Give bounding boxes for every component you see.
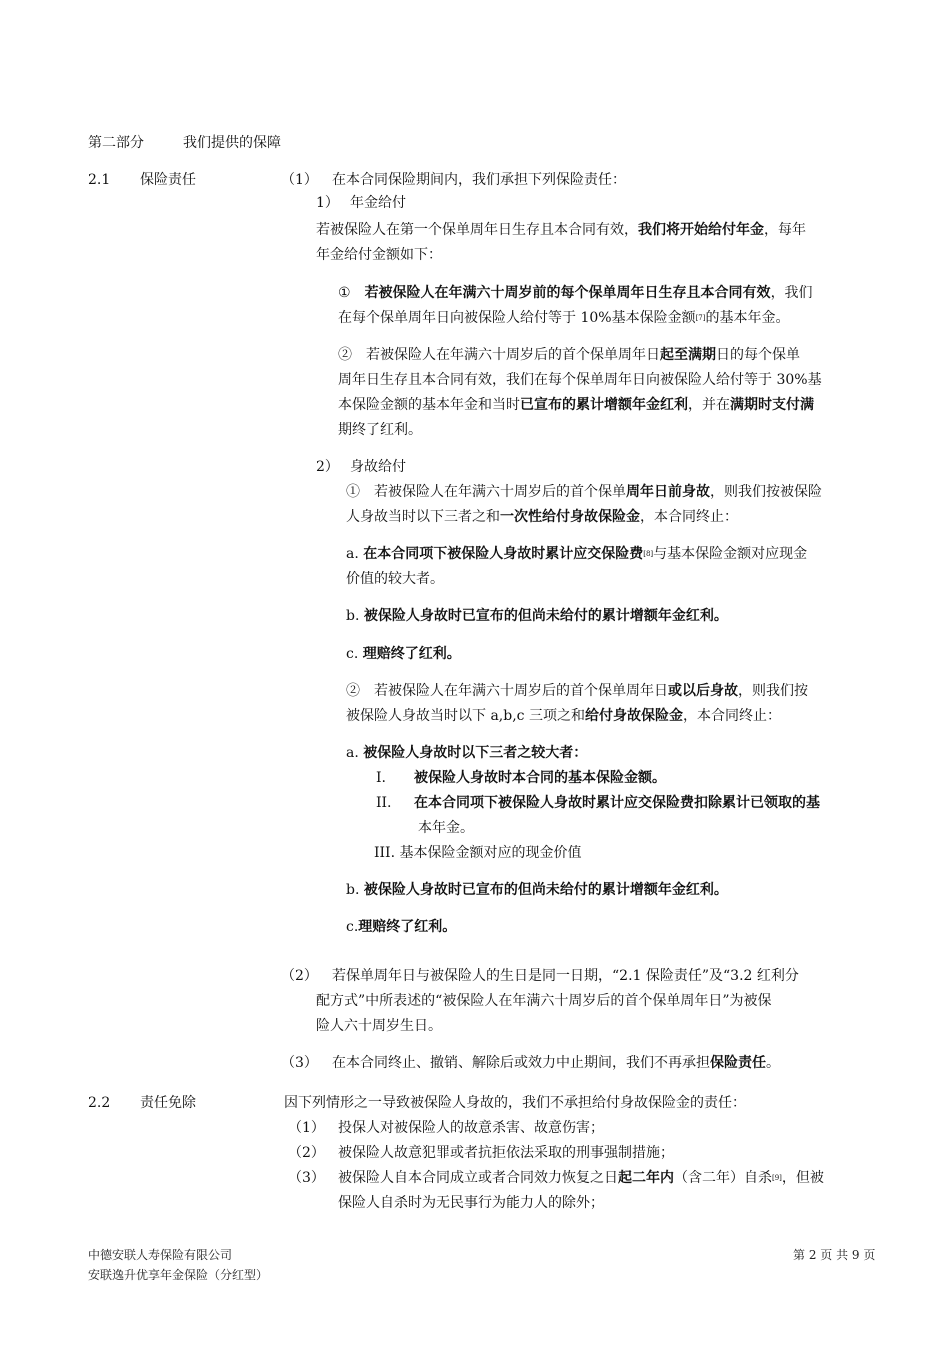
exclusion-number: （1）	[288, 1120, 325, 1136]
para-number: （1）	[281, 172, 318, 188]
section-number: 2.1	[88, 172, 111, 188]
exclusion-text: 保险人自杀时为无民事行为能力人的除外；	[338, 1195, 604, 1211]
section-title: 责任免除	[140, 1095, 196, 1111]
roman-item: 被保险人身故时本合同的基本保险金额。	[414, 770, 666, 786]
para-text: 险人六十周岁生日。	[316, 1018, 442, 1034]
footer-page-number: 第 2 页 共 9 页	[793, 1248, 876, 1262]
footer-company: 中德安联人寿保险有限公司	[88, 1248, 233, 1262]
exclusion-text: 投保人对被保险人的故意杀害、故意伤害；	[338, 1120, 604, 1136]
clause-line: 人身故当时以下三者之和一次性给付身故保险金，本合同终止：	[346, 509, 738, 525]
clause-line: ① 若被保险人在年满六十周岁前的每个保单周年日生存且本合同有效，我们	[338, 285, 813, 301]
clause-line: 期终了红利。	[338, 422, 422, 438]
exclusion-text: 被保险人故意犯罪或者抗拒依法采取的刑事强制措施；	[338, 1145, 674, 1161]
list-item: c.理赔终了红利。	[346, 919, 457, 935]
annuity-intro-line: 若被保险人在第一个保单周年日生存且本合同有效，我们将开始给付年金，每年	[316, 222, 806, 238]
para-text: 配方式”中所表述的“被保险人在年满六十周岁后的首个保单周年日”为被保	[316, 993, 772, 1009]
roman-number: I.	[376, 770, 386, 786]
list-item: b. 被保险人身故时已宣布的但尚未给付的累计增额年金红利。	[346, 882, 728, 898]
sub-number: 1）	[316, 195, 339, 211]
roman-item: 在本合同项下被保险人身故时累计应交保险费扣除累计已领取的基	[414, 795, 820, 811]
clause-line: ② 若被保险人在年满六十周岁后的首个保单周年日或以后身故，则我们按	[346, 683, 808, 699]
footnote-ref: [9]	[772, 1174, 782, 1182]
para-number: （2）	[281, 968, 318, 984]
para-number: （3）	[281, 1055, 318, 1071]
clause-line: ② 若被保险人在年满六十周岁后的首个保单周年日起至满期日的每个保单	[338, 347, 800, 363]
annuity-intro-line: 年金给付金额如下：	[316, 247, 442, 263]
roman-item-cont: 本年金。	[418, 820, 474, 836]
part-heading-title: 我们提供的保障	[183, 135, 281, 151]
para-text: 若保单周年日与被保险人的生日是同一日期，“2.1 保险责任”及“3.2 红利分	[332, 968, 799, 984]
clause-line: 周年日生存且本合同有效，我们在每个保单周年日向被保险人给付等于 30%基	[338, 372, 822, 388]
sub-title: 年金给付	[350, 195, 406, 211]
section-title: 保险责任	[140, 172, 196, 188]
para-text: 在本合同终止、撤销、解除后或效力中止期间，我们不再承担保险责任。	[332, 1055, 780, 1071]
list-item: b. 被保险人身故时已宣布的但尚未给付的累计增额年金红利。	[346, 608, 728, 624]
list-item: a. 被保险人身故时以下三者之较大者：	[346, 745, 588, 761]
roman-number: II.	[376, 795, 392, 811]
clause-line: 在每个保单周年日向被保险人给付等于 10%基本保险金额[7]的基本年金。	[338, 310, 790, 326]
footer-product: 安联逸升优享年金保险（分红型）	[88, 1268, 269, 1282]
clause-line: 本保险金额的基本年金和当时已宣布的累计增额年金红利，并在满期时支付满	[338, 397, 814, 413]
exclusion-text: 被保险人自本合同成立或者合同效力恢复之日起二年内（含二年）自杀[9]，但被	[338, 1170, 824, 1186]
para-text: 因下列情形之一导致被保险人身故的，我们不承担给付身故保险金的责任：	[284, 1095, 746, 1111]
clause-line: ① 若被保险人在年满六十周岁后的首个保单周年日前身故，则我们按被保险	[346, 484, 822, 500]
part-heading-number: 第二部分	[88, 135, 144, 151]
roman-item: III. 基本保险金额对应的现金价值	[374, 845, 582, 861]
list-item-cont: 价值的较大者。	[346, 571, 444, 587]
exclusion-number: （3）	[288, 1170, 325, 1186]
list-item: c. 理赔终了红利。	[346, 646, 461, 662]
clause-line: 被保险人身故当时以下 a,b,c 三项之和给付身故保险金，本合同终止：	[346, 708, 781, 724]
section-number: 2.2	[88, 1095, 111, 1111]
sub-title: 身故给付	[350, 459, 406, 475]
list-item: a. 在本合同项下被保险人身故时累计应交保险费[8]与基本保险金额对应现金	[346, 546, 808, 562]
para-text: 在本合同保险期间内，我们承担下列保险责任：	[332, 172, 626, 188]
exclusion-number: （2）	[288, 1145, 325, 1161]
footnote-ref: [7]	[695, 314, 706, 322]
sub-number: 2）	[316, 459, 339, 475]
footnote-ref: [8]	[643, 550, 654, 558]
